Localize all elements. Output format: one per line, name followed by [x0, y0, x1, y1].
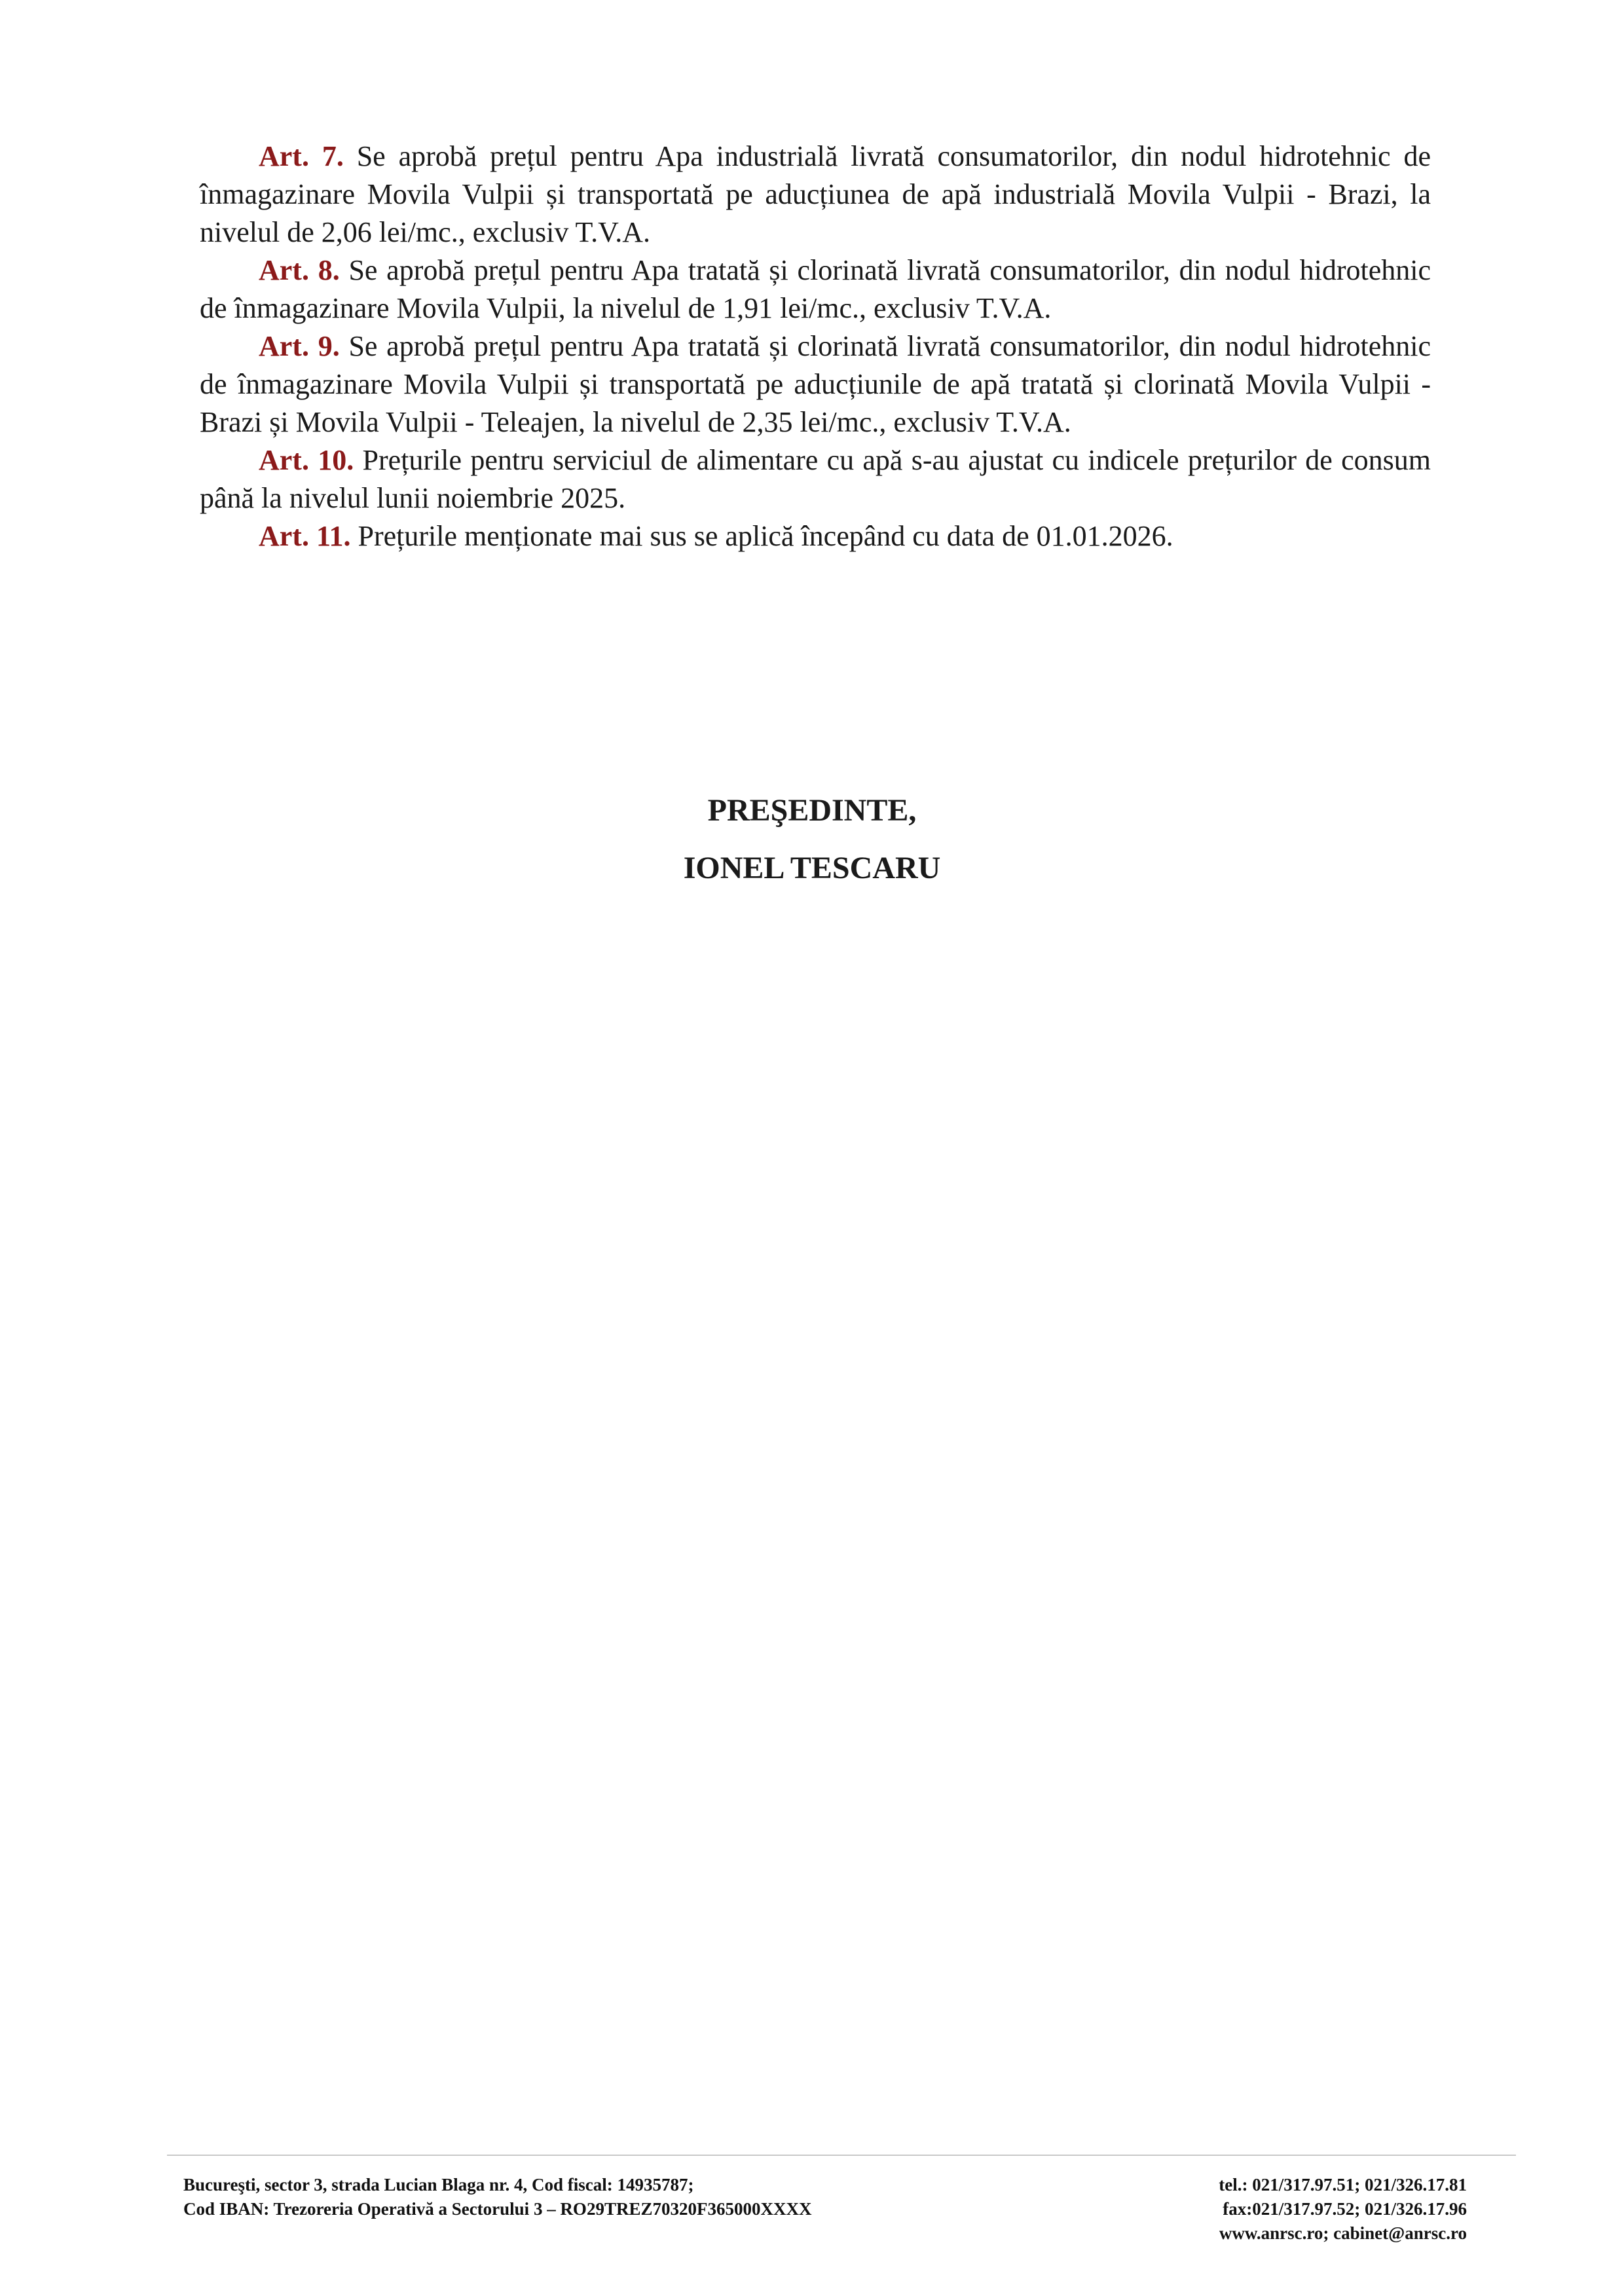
footer-address: Bucureşti, sector 3, strada Lucian Blaga nr. 4, Cod fiscal: 14935787;	[183, 2175, 694, 2194]
article-7	[200, 138, 1431, 251]
footer-iban: Cod IBAN: Trezoreria Operativă a Sectorului 3 – RO29TREZ70320F365000XXXX	[183, 2199, 812, 2219]
footer-address-block	[183, 2173, 811, 2221]
footer-contact-block	[1219, 2173, 1467, 2246]
footer-web-email: www.anrsc.ro; cabinet@anrsc.ro	[1219, 2223, 1467, 2243]
article-text: Se aprobă prețul pentru Apa tratată și clorinată livrată consumatorilor, din nodul hidrotehnic de înmagazinare Movila Vulpii și transportată pe aducțiunile de apă tratată și clorinată Movila Vulpii - Brazi și Movila Vulpii - Teleajen, la nivelul de 2,35 lei/mc., exclusiv T.V.A.	[200, 330, 1431, 438]
signature-title: PREŞEDINTE,	[707, 793, 917, 828]
footer-phone: tel.: 021/317.97.51; 021/326.17.81	[1219, 2175, 1467, 2194]
article-11	[200, 517, 1431, 555]
article-label: Art. 10.	[259, 444, 354, 476]
article-text: Se aprobă prețul pentru Apa tratată și clorinată livrată consumatorilor, din nodul hidrotehnic de înmagazinare Movila Vulpii, la nivelul de 1,91 lei/mc., exclusiv T.V.A.	[200, 254, 1431, 324]
article-text: Se aprobă prețul pentru Apa industrială livrată consumatorilor, din nodul hidrotehnic de înmagazinare Movila Vulpii și transportată pe aducțiunea de apă industrială Movila Vulpii - Brazi, la nivelul de 2,06 lei/mc., exclusiv T.V.A.	[200, 140, 1431, 248]
article-label: Art. 8.	[259, 254, 340, 286]
article-9	[200, 327, 1431, 441]
article-10	[200, 441, 1431, 517]
article-label: Art. 11.	[259, 520, 351, 552]
article-text: Prețurile menționate mai sus se aplică începând cu data de 01.01.2026.	[350, 520, 1173, 552]
footer-fax: fax:021/317.97.52; 021/326.17.96	[1223, 2199, 1467, 2219]
articles-section	[200, 138, 1431, 555]
footer-divider	[167, 2155, 1516, 2156]
article-label: Art. 7.	[259, 140, 344, 172]
article-8	[200, 251, 1431, 327]
signature-name: IONEL TESCARU	[683, 851, 941, 885]
article-label: Art. 9.	[259, 330, 340, 362]
article-text: Prețurile pentru serviciul de alimentare cu apă s-au ajustat cu indicele prețurilor de consum până la nivelul lunii noiembrie 2025.	[200, 444, 1431, 514]
